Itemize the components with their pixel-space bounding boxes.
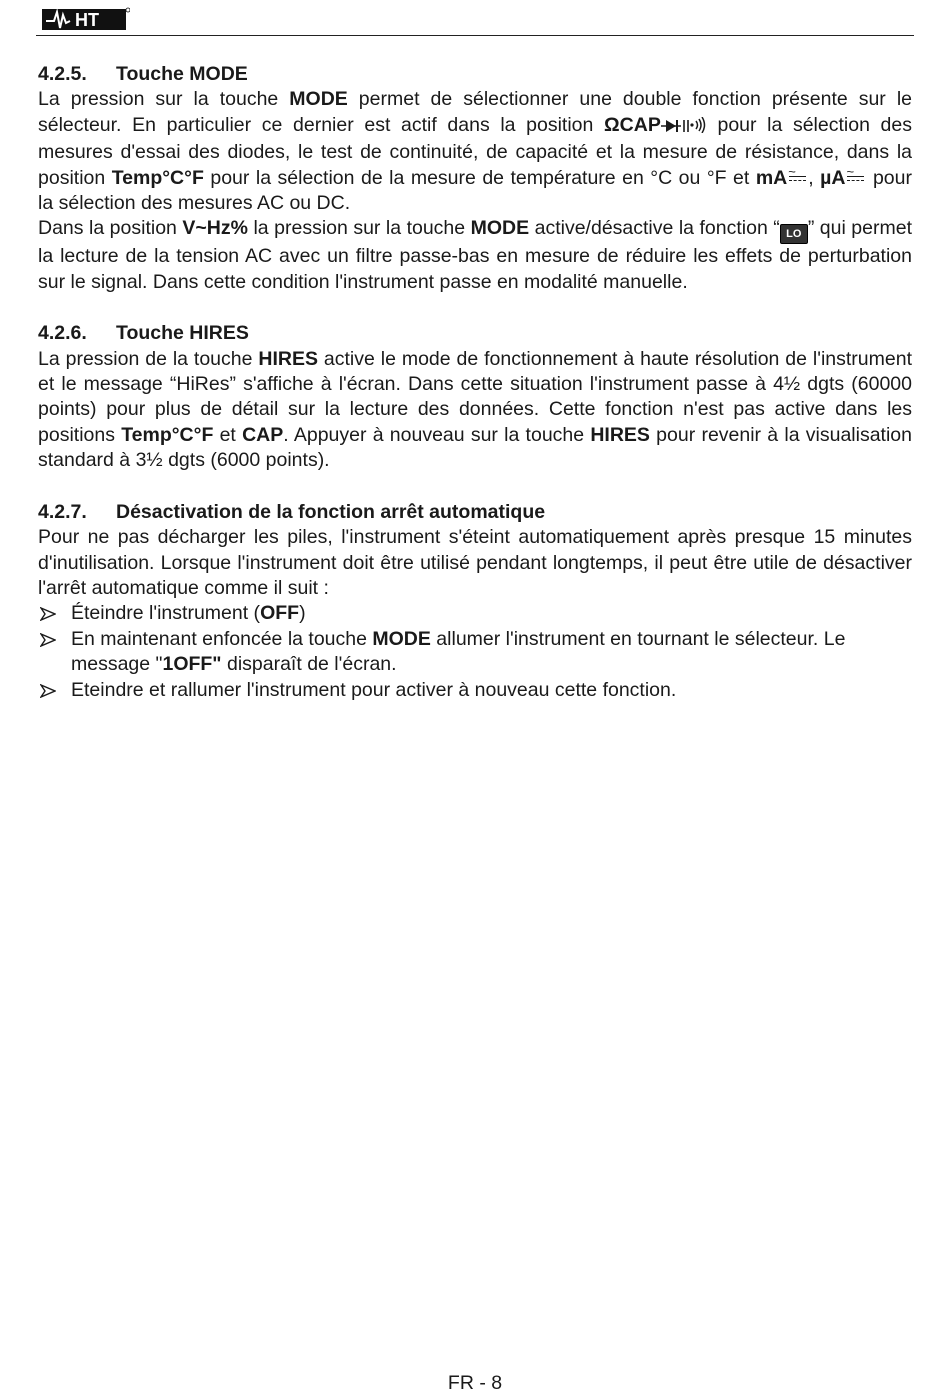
section-touche-hires (38, 321, 912, 473)
bold-term: CAP (242, 423, 284, 446)
bold-term: MODE (470, 217, 530, 240)
section-number: 4.2.5. (38, 63, 87, 85)
text-run: pour la sélection de la mesure de température en °C ou °F et (203, 166, 756, 189)
text-run: Eteindre et rallumer l'instrument pour activer à nouveau cette fonction. (71, 678, 677, 701)
text-run: La pression sur la touche (38, 88, 290, 111)
section-title: Touche MODE (116, 63, 248, 85)
header-divider (36, 35, 914, 36)
list-item (38, 601, 912, 626)
text-run: et (213, 423, 243, 446)
text-run: pour la sélection des mesures d'essai des diodes, le test de continuité, de capacité et la mesure de résistance, dans la position (38, 113, 912, 189)
ma-position-label: mA (755, 166, 788, 189)
text-run: allumer l'instrument en tournant le sélecteur. Le message " (71, 627, 846, 676)
text-run: la pression sur la touche (247, 217, 471, 240)
text-run: Éteindre l'instrument ( (71, 602, 261, 625)
section-title: Touche HIRES (116, 322, 249, 345)
section-heading (38, 500, 912, 525)
section-number: 4.2.7. (38, 500, 87, 523)
bold-term: HIRES (258, 347, 318, 370)
list-item (38, 678, 912, 703)
paragraph (38, 347, 912, 474)
bold-term: MODE (289, 88, 348, 111)
lo-filter-icon: LO (780, 224, 808, 244)
section-auto-power-off (38, 500, 912, 703)
bullet-list (38, 601, 912, 703)
ht-logo (42, 6, 130, 32)
arrow-bullet-icon (40, 684, 56, 698)
ua-position-label: µA (820, 166, 846, 189)
text-run: permet de sélectionner une double fonction présente sur le sélecteur. En particulier ce dernier est actif dans la position (38, 88, 912, 136)
text-run: La pression de la touche (38, 347, 259, 370)
section-heading (38, 62, 912, 87)
list-item (38, 627, 912, 678)
text-run: pour revenir à la visualisation standard à 3½ dgts (6000 points). (38, 423, 912, 472)
text-run: active/désactive la fonction “ (529, 217, 780, 240)
bold-term: 1OFF" (162, 653, 222, 676)
text-run: , (808, 166, 821, 189)
text-run: active le mode de fonctionnement à haute résolution de l'instrument et le message “HiRes” s'affiche à l'écran. Dans cette situation l'instrument passe à 4½ dgts (60000 points) pour plus de détail sur la lecture des données. Cette fonction n'est pas active dans les positions (38, 347, 912, 446)
arrow-bullet-icon (40, 607, 56, 621)
paragraph: Pour ne pas décharger les piles, l'instrument s'éteint automatiquement après presque 15 minutes d'inutilisation. Lorsque l'instrument doit être utilisé pendant longtemps, il peut être utile de désactiver l'arrêt automatique comme il suit : (38, 526, 912, 599)
text-run: . Appuyer à nouveau sur la touche (283, 423, 591, 446)
logo-text: HT (75, 10, 99, 30)
section-title: Désactivation de la fonction arrêt automatique (116, 500, 546, 523)
text-run: pour la sélection des mesures AC ou DC. (38, 166, 912, 215)
text-run: En maintenant enfoncée la touche (71, 627, 373, 650)
text-run: disparaît de l'écran. (221, 653, 397, 676)
temp-position-label: Temp°C°F (111, 166, 204, 189)
text-run: Dans la position (38, 217, 183, 240)
bold-term: OFF (260, 602, 300, 625)
text-run: ” qui permet la lecture de la tension AC avec un filtre passe-bas en mesure de réduire les effets de perturbation sur le signal. Dans cette condition l'instrument passe en modalité manuelle. (38, 217, 913, 293)
cap-position-label: ΩCAP (604, 113, 661, 136)
bold-term: MODE (372, 627, 431, 650)
section-heading (38, 321, 912, 346)
ht-logo-icon (42, 6, 130, 32)
section-number: 4.2.6. (38, 322, 87, 345)
vhz-position-label: V~Hz% (182, 217, 248, 240)
diode-continuity-icon (661, 115, 707, 140)
paragraph (38, 216, 912, 295)
text-run: ) (299, 602, 306, 625)
ac-dc-icon: ~ (788, 168, 808, 182)
arrow-bullet-icon (40, 633, 56, 647)
ac-dc-icon: ~ (846, 168, 866, 182)
paragraph (38, 87, 912, 216)
bold-term: Temp°C°F (121, 423, 214, 446)
section-touche-mode (38, 62, 912, 295)
document-body (38, 62, 912, 729)
bold-term: HIRES (590, 423, 650, 446)
page-number: FR - 8 (447, 1372, 503, 1394)
